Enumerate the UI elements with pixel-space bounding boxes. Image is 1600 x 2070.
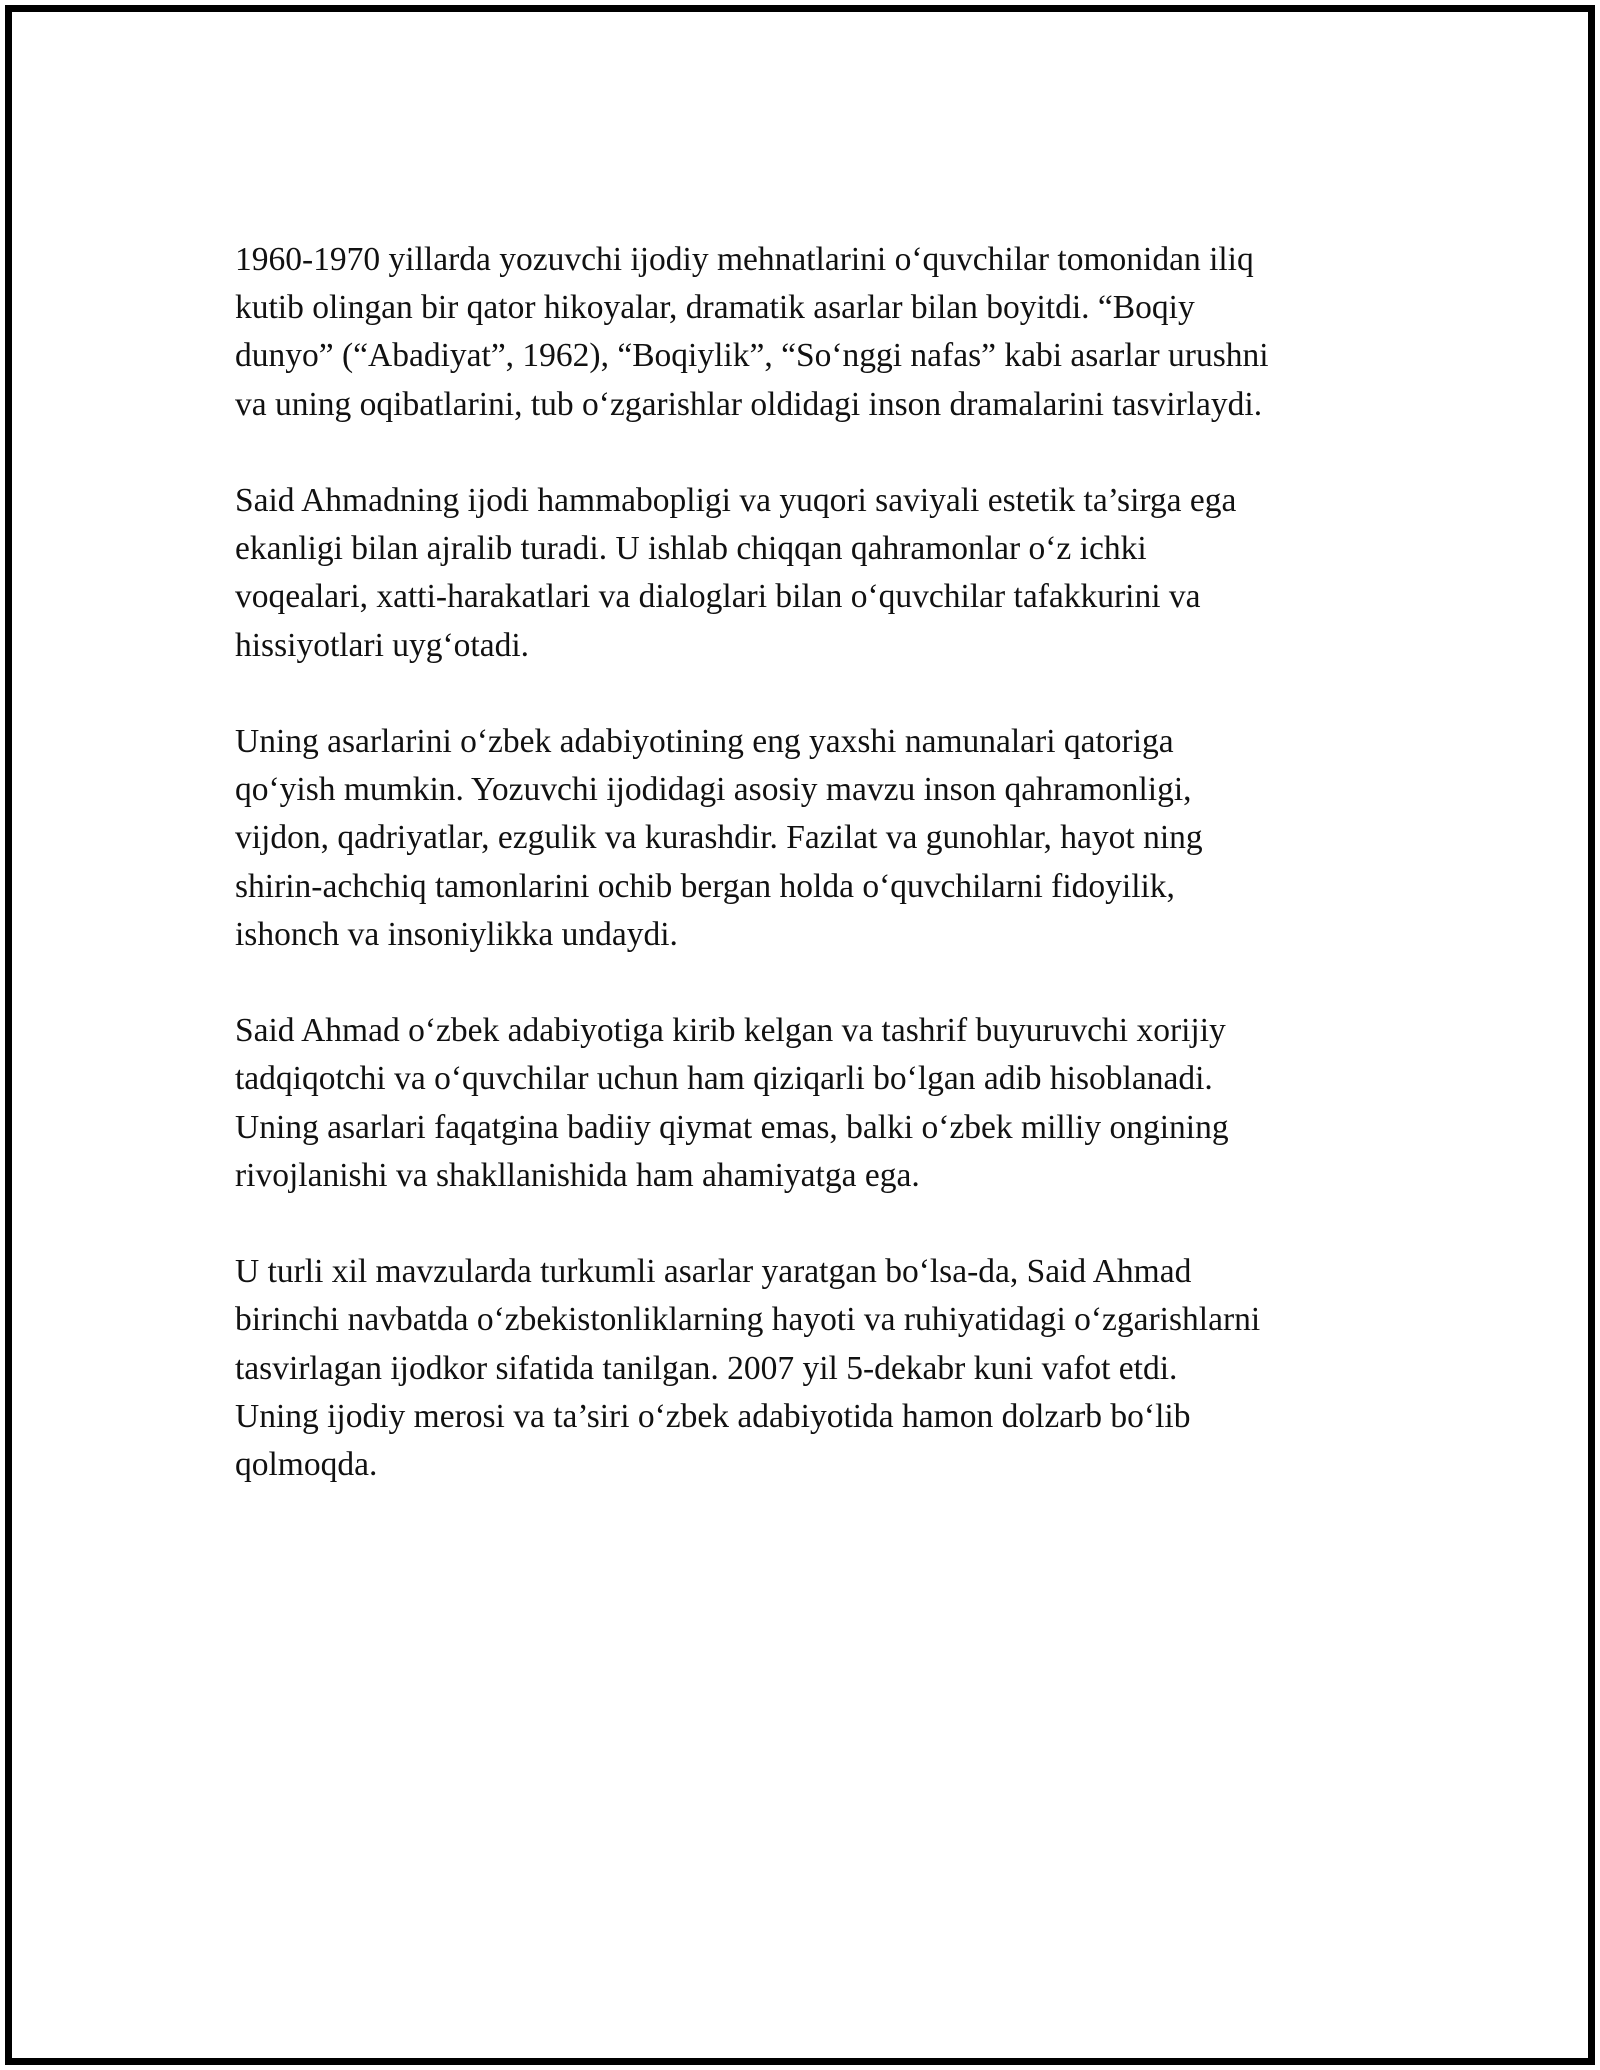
paragraph-4: Said Ahmad o‘zbek adabiyotiga kirib kelgan va tashrif buyuruvchi xorijiy tadqiqotchi va o‘quvchilar uchun ham qiziqarli bo‘lgan adib hisoblanadi. Uning asarlari faqatgina badiiy qiymat emas, balki o‘zbek milliy ongining rivojlanishi va shakllanishida ham ahamiyatga ega.	[235, 1012, 1229, 1194]
paragraph-3: Uning asarlarini o‘zbek adabiyotining eng yaxshi namunalari qatoriga qo‘yish mumkin. Yozuvchi ijodidagi asosiy mavzu inson qahramonligi, vijdon, qadriyatlar, ezgulik va kurashdir. Fazilat va gunohlar, hayot ning shirin-achchiq tamonlarini ochib bergan holda o‘quvchilarni fidoyilik, ishonch va insoniylikka undaydi.	[235, 723, 1203, 953]
paragraph-1: 1960-1970 yillarda yozuvchi ijodiy mehnatlarini o‘quvchilar tomonidan iliq kutib olingan bir qator hikoyalar, dramatik asarlar bilan boyitdi. “Boqiy dunyo” (“Abadiyat”, 1962), “Boqiylik”, “So‘nggi nafas” kabi asarlar urushni va uning oqibatlarini, tub o‘zgarishlar oldidagi inson dramalarini tasvirlaydi.	[235, 241, 1269, 423]
paragraph-5: U turli xil mavzularda turkumli asarlar yaratgan bo‘lsa-da, Said Ahmad birinchi navbatda o‘zbekistonliklarning hayoti va ruhiyatidagi o‘zgarishlarni tasvirlagan ijodkor sifatida tanilgan. 2007 yil 5-dekabr kuni vafot etdi. Uning ijodiy merosi va ta’siri o‘zbek adabiyotida hamon dolzarb bo‘lib qolmoqda.	[235, 1253, 1261, 1484]
paragraph-2: Said Ahmadning ijodi hammabopligi va yuqori saviyali estetik ta’sirga ega ekanligi bilan ajralib turadi. U ishlab chiqqan qahramonlar o‘z ichki voqealari, xatti-harakatlari va dialoglari bilan o‘quvchilar tafakkurini va hissiyotlari uyg‘otadi.	[235, 482, 1237, 664]
document-body	[235, 236, 1370, 1537]
